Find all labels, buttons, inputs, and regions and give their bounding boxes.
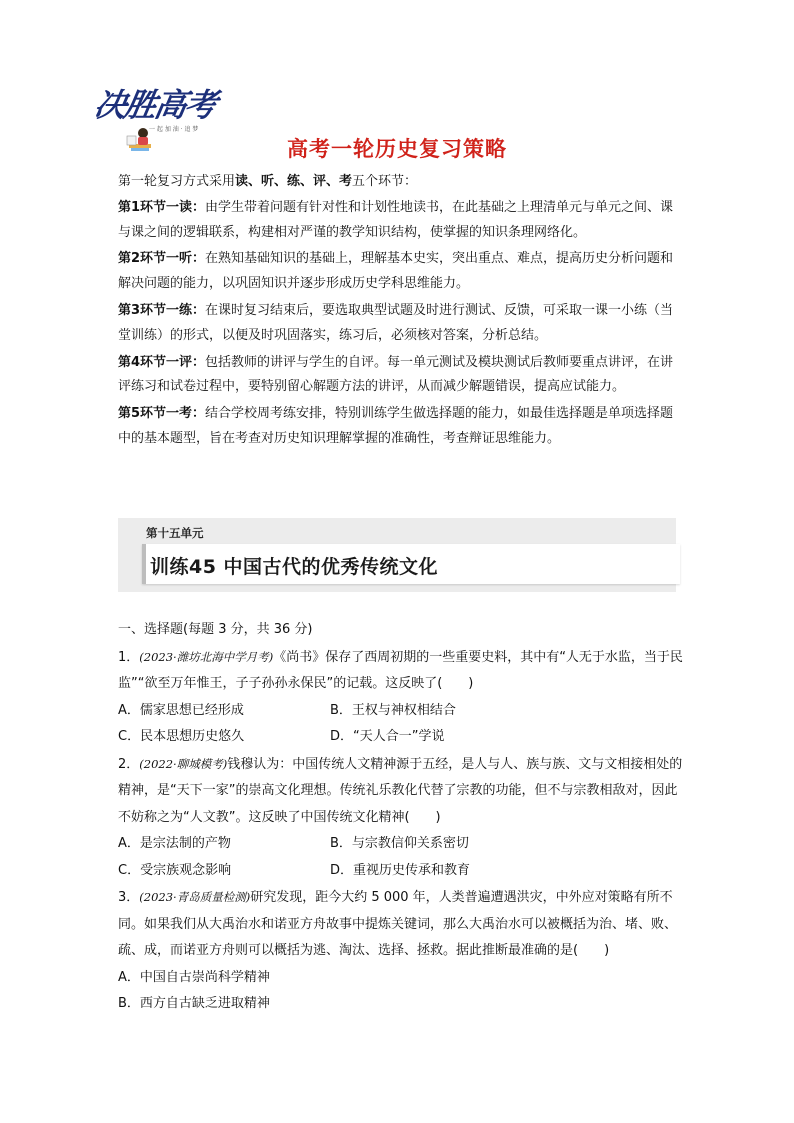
section-heading: 一、选择题(每题 3 分，共 36 分) bbox=[118, 622, 313, 637]
option-a[interactable]: A．中国自古崇尚科学精神 bbox=[118, 969, 270, 985]
logo-text: 决胜高考 bbox=[91, 86, 219, 124]
unit-title: 训练45 中国古代的优秀传统文化 bbox=[150, 556, 439, 578]
question-source: (2023·潍坊北海中学月考) bbox=[139, 649, 274, 664]
step-label: 第4环节一评： bbox=[118, 354, 206, 370]
question-1 bbox=[118, 644, 684, 751]
unit-banner bbox=[118, 518, 676, 592]
question-number: 2． bbox=[118, 756, 140, 772]
question-source: (2022·聊城模考) bbox=[139, 756, 228, 771]
question-number: 3． bbox=[118, 890, 140, 905]
option-d[interactable]: D．重视历史传承和教育 bbox=[330, 862, 471, 878]
logo-subtitle: 一 起 加 油 · 追 梦 bbox=[149, 126, 199, 133]
unit-title-box bbox=[142, 544, 680, 584]
option-c[interactable]: C．受宗族观念影响 bbox=[118, 862, 232, 878]
step-1 bbox=[118, 196, 678, 246]
step-2 bbox=[118, 247, 678, 297]
question-section bbox=[118, 617, 684, 1018]
intro-line bbox=[118, 170, 678, 195]
step-text: 在熟知基础知识的基础上，理解基本史实，突出重点、难点，提高历史分析问题和解决问题的能力，以巩固知识并逐步形成历史学科思维能力。 bbox=[118, 251, 674, 292]
step-label: 第1环节一读： bbox=[118, 199, 206, 215]
option-b[interactable]: B．王权与神权相结合 bbox=[330, 702, 456, 718]
option-row bbox=[118, 858, 684, 885]
option-d[interactable]: D．“天人合一”学说 bbox=[330, 729, 445, 744]
question-text bbox=[118, 644, 684, 698]
option-row bbox=[118, 831, 684, 858]
strategy-section bbox=[118, 170, 678, 454]
option-b[interactable]: B．西方自古缺乏进取精神 bbox=[118, 996, 270, 1011]
question-body: 《尚书》保存了西周初期的一些重要史料，其中有“人无于水监，当于民监”“欲至万年惟王，子子孙孙永保民”的记载。这反映了( ) bbox=[118, 649, 683, 691]
step-label: 第3环节一练： bbox=[118, 302, 206, 318]
question-text bbox=[118, 751, 684, 832]
option-row bbox=[118, 724, 684, 751]
intro-suffix: 五个环节： bbox=[352, 174, 418, 189]
step-text: 在课时复习结束后，要选取典型试题及时进行测试、反馈，可采取一课一小练（当堂训练）的形式，以便及时巩固落实，练习后，必须核对答案，分析总结。 bbox=[118, 302, 674, 343]
question-number: 1． bbox=[118, 649, 140, 665]
step-5 bbox=[118, 402, 678, 452]
unit-label: 第十五单元 bbox=[146, 526, 204, 540]
step-3 bbox=[118, 299, 678, 349]
question-2 bbox=[118, 751, 684, 885]
intro-bold: 读、听、练、评、考 bbox=[235, 174, 353, 189]
step-label: 第2环节一听： bbox=[118, 251, 206, 267]
intro-prefix: 第一轮复习方式采用 bbox=[118, 174, 236, 189]
page-title: 高考一轮历史复习策略 bbox=[287, 137, 507, 161]
step-text: 结合学校周考练安排，特别训练学生做选择题的能力，如最佳选择题是单项选择题中的基本题型，旨在考查对历史知识理解掌握的准确性，考查辩证思维能力。 bbox=[118, 406, 674, 446]
question-body: 钱穆认为：中国传统人文精神源于五经，是人与人、族与族、文与文相接相处的精神，是“天下一家”的崇高文化理想。传统礼乐教化代替了宗教的功能，但不与宗教相敌对，因此不妨称之为“人文教”。这反映了中国传统文化精神( ) bbox=[118, 756, 683, 825]
option-b[interactable]: B．与宗教信仰关系密切 bbox=[330, 836, 469, 851]
option-c[interactable]: C．民本思想历史悠久 bbox=[118, 729, 245, 744]
step-text: 由学生带着问题有针对性和计划性地读书，在此基础之上理清单元与单元之间、课与课之间的逻辑联系，构建相对严谨的教学知识结构，使掌握的知识条理网络化。 bbox=[118, 199, 674, 240]
question-text bbox=[118, 884, 684, 965]
question-body: 研究发现，距今大约 5 000 年，人类普遍遭遇洪灾，中外应对策略有所不同。如果我们从大禹治水和诺亚方舟故事中提炼关键词，那么大禹治水可以被概括为治、堵、败、疏、成，而诺亚方舟则可以概括为逃、淘汰、选择、拯救。据此推断最准确的是( ) bbox=[118, 890, 678, 958]
option-row bbox=[118, 698, 684, 725]
step-4 bbox=[118, 351, 678, 401]
question-3 bbox=[118, 884, 684, 1018]
option-a[interactable]: A．是宗法制的产物 bbox=[118, 836, 231, 851]
step-text: 包括教师的讲评与学生的自评。每一单元测试及模块测试后教师要重点讲评，在讲评练习和试卷过程中，要特别留心解题方法的讲评，从而减少解题错误，提高应试能力。 bbox=[118, 354, 674, 395]
question-source: (2023·青岛质量检测) bbox=[139, 890, 251, 904]
option-a[interactable]: A．儒家思想已经形成 bbox=[118, 702, 244, 718]
step-label: 第5环节一考： bbox=[118, 406, 206, 422]
